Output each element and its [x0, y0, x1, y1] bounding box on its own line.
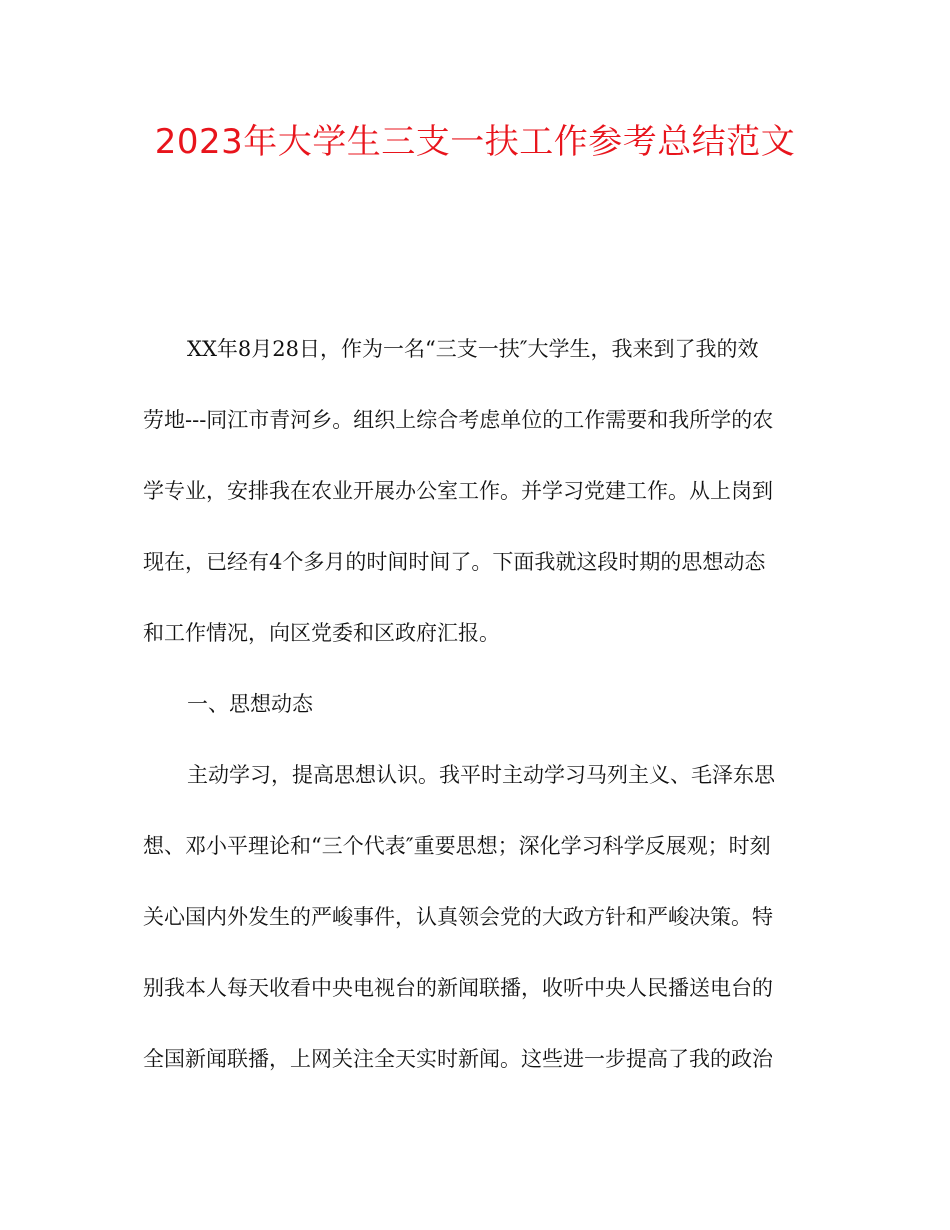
paragraph-line: 别我本人每天收看中央电视台的新闻联播，收听中央人民播送电台的 [143, 976, 773, 1000]
document-title: 2023年大学生三支一扶工作参考总结范文 [154, 122, 796, 162]
paragraph-line: 全国新闻联播，上网关注全天实时新闻。这些进一步提高了我的政治 [143, 1047, 773, 1071]
document-body [143, 314, 811, 1095]
paragraph-line: XX年8月28日，作为一名“三支一扶″大学生，我来到了我的效 [187, 337, 759, 361]
section-heading: 一、思想动态 [187, 692, 313, 716]
paragraph-line: 和工作情况，向区党委和区政府汇报。 [143, 621, 500, 645]
paragraph-line: 关心国内外发生的严峻事件，认真领会党的大政方针和严峻决策。特 [143, 905, 773, 929]
paragraph-line: 学专业，安排我在农业开展办公室工作。并学习党建工作。从上岗到 [143, 479, 773, 503]
paragraph-line: 现在，已经有4个多月的时间时间了。下面我就这段时期的思想动态 [143, 550, 766, 574]
paragraph-line: 主动学习，提高思想认识。我平时主动学习马列主义、毛泽东思 [187, 763, 775, 787]
paragraph-line: 想、邓小平理论和“三个代表″重要思想；深化学习科学反展观；时刻 [143, 834, 771, 858]
paragraph-line: 劳地---同江市青河乡。组织上综合考虑单位的工作需要和我所学的农 [143, 408, 774, 432]
